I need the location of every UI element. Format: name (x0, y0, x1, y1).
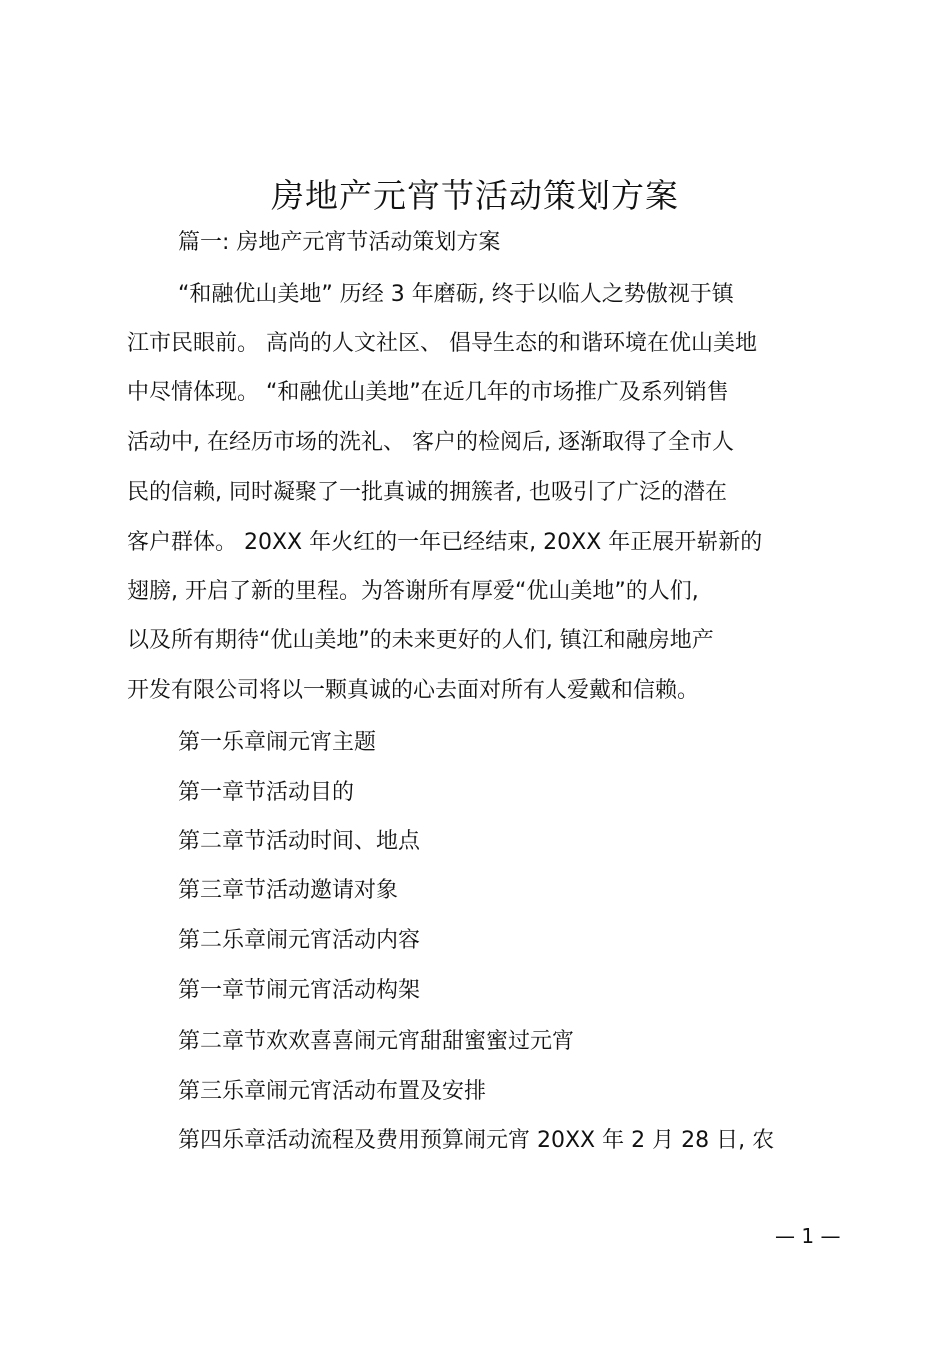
outline-item: 第一章节活动目的 (178, 780, 355, 805)
document-title: 房地产元宵节活动策划方案 (271, 176, 679, 215)
document-subtitle: 篇一: 房地产元宵节活动策划方案 (178, 230, 501, 255)
outline-item: 第三乐章闹元宵活动布置及安排 (178, 1079, 487, 1104)
paragraph-line: 客户群体。 20XX 年火红的一年已经结束, 20XX 年正展开崭新的 (127, 530, 763, 555)
paragraph-line: 以及所有期待“优山美地”的未来更好的人们, 镇江和融房地产 (127, 628, 714, 653)
paragraph-line: 翅膀, 开启了新的里程。为答谢所有厚爱“优山美地”的人们, (127, 579, 699, 604)
paragraph-line: 民的信赖, 同时凝聚了一批真诚的拥簇者, 也吸引了广泛的潜在 (127, 480, 727, 505)
outline-item: 第二章节欢欢喜喜闹元宵甜甜蜜蜜过元宵 (178, 1029, 575, 1054)
outline-item: 第二章节活动时间、地点 (178, 829, 421, 854)
paragraph-line: “和融优山美地” 历经 3 年磨砺, 终于以临人之势傲视于镇 (178, 282, 734, 307)
paragraph-line: 中尽情体现。 “和融优山美地”在近几年的市场推广及系列销售 (127, 380, 729, 405)
outline-item: 第二乐章闹元宵活动内容 (178, 928, 421, 953)
paragraph-line: 活动中, 在经历市场的洗礼、 客户的检阅后, 逐渐取得了全市人 (127, 430, 734, 455)
outline-item: 第三章节活动邀请对象 (178, 878, 399, 903)
paragraph-line: 江市民眼前。 高尚的人文社区、 倡导生态的和谐环境在优山美地 (127, 331, 757, 356)
outline-item: 第四乐章活动流程及费用预算闹元宵 20XX 年 2 月 28 日, 农 (178, 1128, 775, 1153)
page-number: — 1 — (775, 1224, 841, 1248)
outline-item: 第一章节闹元宵活动构架 (178, 978, 421, 1003)
outline-item: 第一乐章闹元宵主题 (178, 730, 377, 755)
paragraph-line: 开发有限公司将以一颗真诚的心去面对所有人爱戴和信赖。 (127, 678, 700, 703)
